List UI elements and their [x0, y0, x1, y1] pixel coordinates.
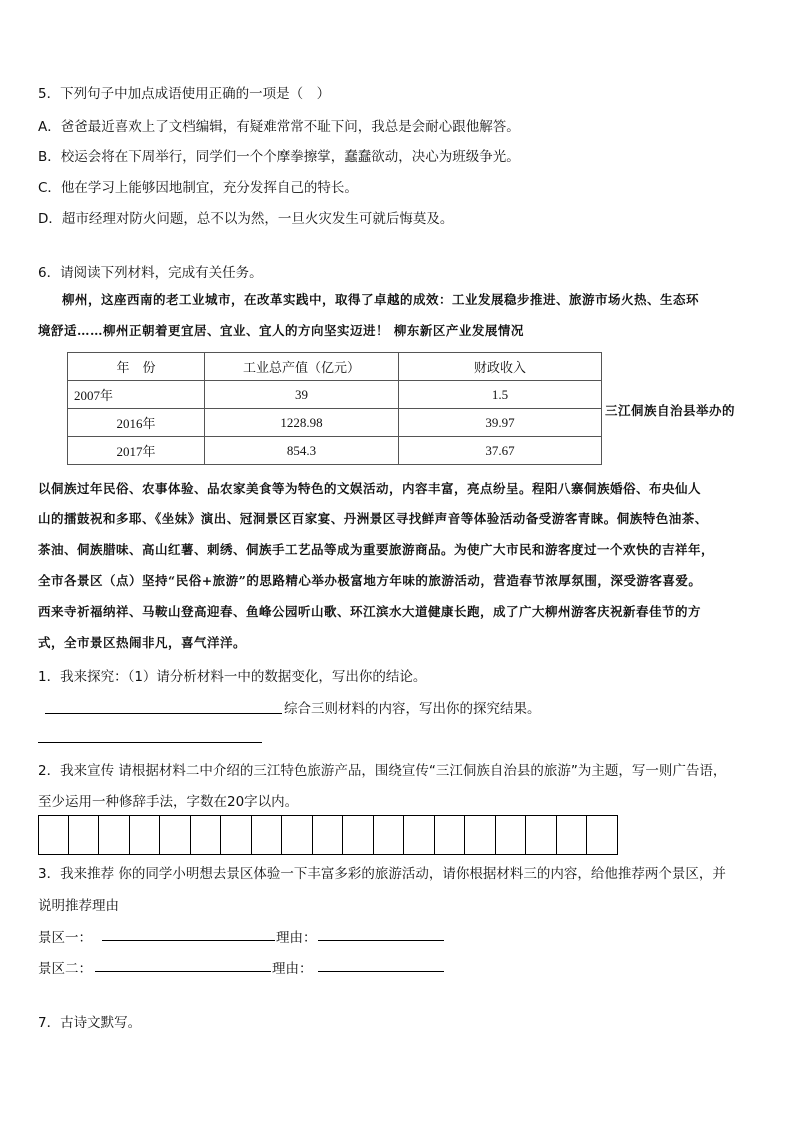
grid-cell[interactable]: [587, 816, 618, 854]
grid-cell[interactable]: [191, 816, 222, 854]
grid-cell[interactable]: [69, 816, 100, 854]
table-cell: 2017年: [68, 437, 205, 465]
material1-line2: 境舒适……柳州正朝着更宜居、宜业、宜人的方向坚实迈进！ 柳东新区产业发展情况: [38, 323, 524, 338]
table-row: [68, 437, 602, 465]
q5-option-a: A．爸爸最近喜欢上了文档编辑，有疑难常常不耻下问，我总是会耐心跟他解答。: [38, 119, 520, 135]
material2-line: 茶油、侗族腊味、高山红薯、刺绣、侗族手工艺品等成为重要旅游商品。为使广大市民和游客度过一个欢快的吉祥年，: [38, 542, 715, 557]
header-revenue: 财政收入: [399, 353, 602, 381]
table-cell: 39.97: [399, 409, 602, 437]
industry-data-table: [67, 352, 602, 465]
grid-cell[interactable]: [130, 816, 161, 854]
task3-prompt-line1: 3．我来推荐 你的同学小明想去景区体验一下丰富多彩的旅游活动，请你根据材料三的内容，给他推荐两个景区，并: [38, 866, 726, 882]
reason1-input[interactable]: [318, 940, 444, 941]
q5-option-b: B．校运会将在下周举行，同学们一个个摩拳擦掌，蠢蠢欲动，决心为班级争光。: [38, 149, 520, 165]
reason1-label: 理由：: [276, 930, 317, 946]
grid-cell[interactable]: [526, 816, 557, 854]
task1-prompt-part2: 综合三则材料的内容，写出你的探究结果。: [284, 701, 541, 717]
grid-cell[interactable]: [435, 816, 466, 854]
grid-cell[interactable]: [404, 816, 435, 854]
grid-cell[interactable]: [221, 816, 252, 854]
task2-prompt-line2: 至少运用一种修辞手法，字数在20字以内。: [38, 794, 299, 810]
reason2-label: 理由：: [272, 961, 313, 977]
material2-line: 以侗族过年民俗、农事体验、品农家美食等为特色的文娱活动，内容丰富，亮点纷呈。程阳八寨侗族婚俗、布央仙人: [38, 481, 702, 496]
q5-stem: 5．下列句子中加点成语使用正确的一项是（ ）: [38, 86, 331, 102]
table-cell: 39: [205, 381, 399, 409]
task3-prompt-line2: 说明推荐理由: [38, 898, 119, 914]
table-cell: 37.67: [399, 437, 602, 465]
material2-head: 三江侗族自治县举办的: [605, 403, 736, 418]
grid-cell[interactable]: [374, 816, 405, 854]
table-row: [68, 409, 602, 437]
material2-line: 山的擂鼓祝和多耶、《坐妹》演出、冠洞景区百家宴、丹洲景区寻找鲜声音等体验活动备受游客青睐。侗族特色油茶、: [38, 511, 708, 526]
header-year: 年 份: [68, 353, 205, 381]
table-row: [68, 381, 602, 409]
q5-option-d: D．超市经理对防火问题，总不以为然，一旦火灾发生可就后悔莫及。: [38, 211, 454, 227]
grid-cell[interactable]: [282, 816, 313, 854]
table-header-row: [68, 353, 602, 381]
scenic2-input[interactable]: [95, 971, 271, 972]
grid-cell[interactable]: [313, 816, 344, 854]
table-cell: 2007年: [68, 381, 205, 409]
task2-prompt-line1: 2．我来宣传 请根据材料二中介绍的三江特色旅游产品，围绕宣传“三江侗族自治县的旅游”为主题，写一则广告语，: [38, 763, 727, 779]
scenic1-input[interactable]: [102, 940, 275, 941]
q5-option-c: C．他在学习上能够因地制宜，充分发挥自己的特长。: [38, 180, 358, 196]
grid-cell[interactable]: [465, 816, 496, 854]
task1-answer-line-2[interactable]: [38, 742, 262, 743]
table-cell: 1.5: [399, 381, 602, 409]
material2-line: 西来寺祈福纳祥、马鞍山登高迎春、鱼峰公园听山歌、环江滨水大道健康长跑，成了广大柳州游客庆祝新春佳节的方: [38, 604, 702, 619]
task1-answer-line-1[interactable]: [45, 713, 282, 714]
grid-cell[interactable]: [252, 816, 283, 854]
scenic2-label: 景区二：: [38, 961, 92, 977]
grid-cell[interactable]: [343, 816, 374, 854]
grid-cell[interactable]: [496, 816, 527, 854]
answer-grid[interactable]: [38, 815, 618, 855]
material1-line1: 柳州，这座西南的老工业城市，在改革实践中，取得了卓越的成效：工业发展稳步推进、旅游市场火热、生态环: [62, 292, 700, 307]
material2-line: 全市各景区（点）坚持“民俗+旅游”的思路精心举办极富地方年味的旅游活动，营造春节浓厚氛围，深受游客喜爱。: [38, 573, 702, 588]
header-output: 工业总产值（亿元）: [205, 353, 399, 381]
scenic1-label: 景区一：: [38, 930, 92, 946]
grid-cell[interactable]: [557, 816, 588, 854]
table-cell: 1228.98: [205, 409, 399, 437]
task1-prompt: 1．我来探究：（1）请分析材料一中的数据变化，写出你的结论。: [38, 669, 427, 685]
table-cell: 2016年: [68, 409, 205, 437]
grid-cell[interactable]: [160, 816, 191, 854]
grid-cell[interactable]: [99, 816, 130, 854]
table-cell: 854.3: [205, 437, 399, 465]
grid-cell[interactable]: [38, 816, 69, 854]
reason2-input[interactable]: [318, 971, 444, 972]
q6-stem: 6．请阅读下列材料，完成有关任务。: [38, 265, 263, 281]
q7-stem: 7．古诗文默写。: [38, 1015, 142, 1031]
material2-line: 式，全市景区热闹非凡，喜气洋洋。: [38, 635, 247, 650]
